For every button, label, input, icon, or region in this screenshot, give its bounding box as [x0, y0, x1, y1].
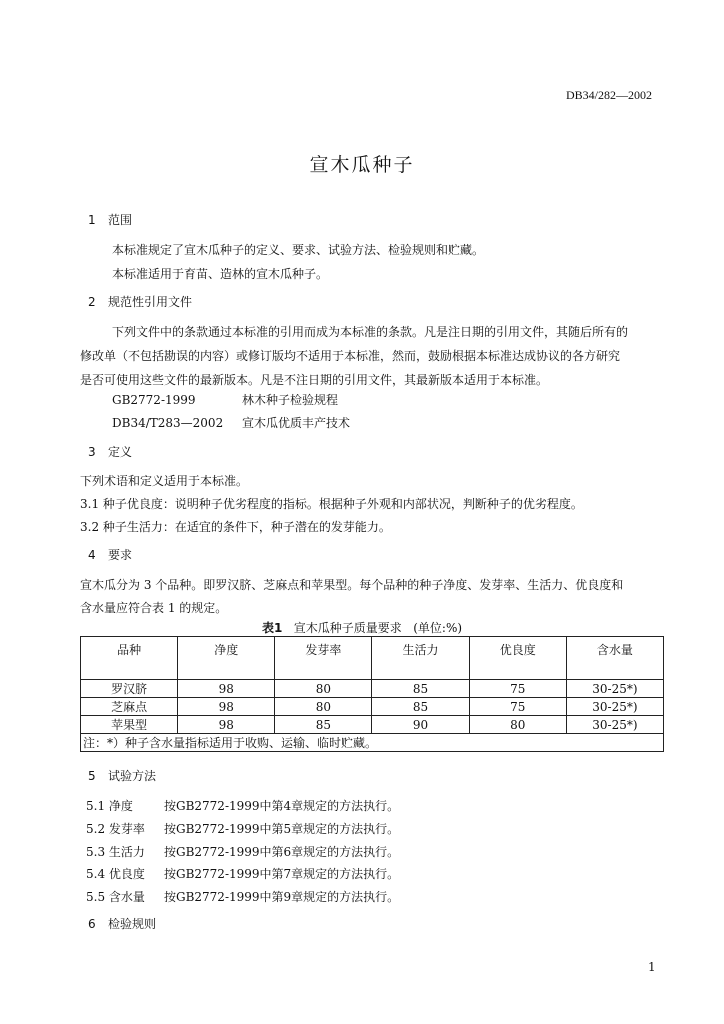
definition-item: 3.1 种子优良度：说明种子优劣程度的指标。根据种子外观和内部状况，判断种子的优劣程度。 [80, 497, 583, 511]
table-cell: 80 [275, 680, 372, 698]
method-label: 5.1 净度 [86, 799, 133, 813]
reference-name: 林木种子检验规程 [242, 393, 339, 407]
method-item [86, 843, 399, 860]
table-cell: 90 [372, 716, 469, 734]
method-text: 按GB2772-1999中第4章规定的方法执行。 [164, 799, 400, 813]
paragraph-line: 是否可使用这些文件的最新版本。凡是不注日期的引用文件，其最新版本适用于本标准。 [80, 373, 549, 387]
paragraph-line: 含水量应符合表 1 的规定。 [80, 601, 228, 615]
method-label: 5.2 发芽率 [86, 822, 145, 836]
section-2-heading [88, 293, 192, 310]
method-text: 按GB2772-1999中第5章规定的方法执行。 [164, 822, 400, 836]
section-4-heading [88, 546, 132, 563]
table-cell: 80 [275, 698, 372, 716]
method-label: 5.5 含水量 [86, 890, 145, 904]
table-cell: 30-25*) [566, 680, 663, 698]
table-cell: 98 [178, 698, 275, 716]
table-header-row [81, 637, 664, 680]
column-header: 净度 [178, 637, 275, 680]
section-3-heading [88, 443, 132, 460]
section-title: 定义 [108, 445, 133, 459]
reference-item [112, 414, 350, 431]
table-caption-text: 宣木瓜种子质量要求 [293, 621, 402, 635]
table-row [81, 680, 664, 698]
table-cell: 芝麻点 [81, 698, 178, 716]
paragraph: 本标准规定了宣木瓜种子的定义、要求、试验方法、检验规则和贮藏。 [112, 243, 485, 257]
column-header: 发芽率 [275, 637, 372, 680]
page-number: 1 [648, 960, 656, 974]
reference-code: DB34/T283—2002 [112, 416, 224, 430]
table-note-row [81, 734, 664, 752]
table-caption-unit: (单位:%) [413, 621, 463, 635]
section-number: 5 [88, 769, 96, 783]
method-text: 按GB2772-1999中第6章规定的方法执行。 [164, 845, 400, 859]
section-number: 2 [88, 295, 96, 309]
document-code: DB34/282—2002 [566, 88, 653, 102]
quality-requirements-table [80, 636, 664, 752]
reference-code: GB2772-1999 [112, 393, 196, 407]
column-header: 生活力 [372, 637, 469, 680]
paragraph: 本标准适用于育苗、造林的宣木瓜种子。 [112, 267, 329, 281]
section-title: 范围 [108, 213, 133, 227]
column-header: 优良度 [469, 637, 566, 680]
method-text: 按GB2772-1999中第9章规定的方法执行。 [164, 890, 400, 904]
section-title: 检验规则 [108, 917, 157, 931]
section-number: 1 [88, 213, 96, 227]
section-1-heading [88, 211, 132, 228]
method-text: 按GB2772-1999中第7章规定的方法执行。 [164, 867, 400, 881]
definition-item: 3.2 种子生活力：在适宜的条件下，种子潜在的发芽能力。 [80, 520, 391, 534]
table-cell: 85 [372, 698, 469, 716]
method-item [86, 820, 399, 837]
section-6-heading [88, 915, 156, 932]
section-number: 6 [88, 917, 96, 931]
method-item [86, 797, 399, 814]
table-cell: 罗汉脐 [81, 680, 178, 698]
paragraph: 下列术语和定义适用于本标准。 [80, 474, 249, 488]
table-row [81, 698, 664, 716]
method-label: 5.3 生活力 [86, 845, 145, 859]
table-row [81, 716, 664, 734]
table-caption-label: 表1 [261, 621, 283, 635]
section-number: 4 [88, 548, 96, 562]
section-title: 要求 [108, 548, 133, 562]
method-item [86, 865, 399, 882]
table-caption [0, 619, 724, 636]
paragraph-line: 宣木瓜分为 3 个品种。即罗汉脐、芝麻点和苹果型。每个品种的种子净度、发芽率、生活力、优良度和 [80, 578, 624, 592]
column-header: 含水量 [566, 637, 663, 680]
section-title: 试验方法 [108, 769, 157, 783]
method-label: 5.4 优良度 [86, 867, 145, 881]
table-cell: 苹果型 [81, 716, 178, 734]
column-header: 品种 [81, 637, 178, 680]
section-title: 规范性引用文件 [108, 295, 193, 309]
table-cell: 85 [275, 716, 372, 734]
table-cell: 30-25*) [566, 698, 663, 716]
table-cell: 75 [469, 698, 566, 716]
table-cell: 98 [178, 716, 275, 734]
section-5-heading [88, 767, 156, 784]
document-title: 宣木瓜种子 [309, 154, 415, 176]
paragraph-line: 下列文件中的条款通过本标准的引用而成为本标准的条款。凡是注日期的引用文件，其随后所有的 [112, 325, 629, 339]
method-item [86, 888, 399, 905]
table-cell: 98 [178, 680, 275, 698]
table-cell: 75 [469, 680, 566, 698]
section-number: 3 [88, 445, 96, 459]
paragraph-line: 修改单（不包括勘误的内容）或修订版均不适用于本标准，然而，鼓励根据本标准达成协议的各方研究 [80, 349, 621, 363]
table-cell: 30-25*) [566, 716, 663, 734]
table-cell: 80 [469, 716, 566, 734]
table-note: 注：*）种子含水量指标适用于收购、运输、临时贮藏。 [81, 734, 664, 752]
table-cell: 85 [372, 680, 469, 698]
reference-name: 宣木瓜优质丰产技术 [242, 416, 351, 430]
reference-item [112, 391, 338, 408]
